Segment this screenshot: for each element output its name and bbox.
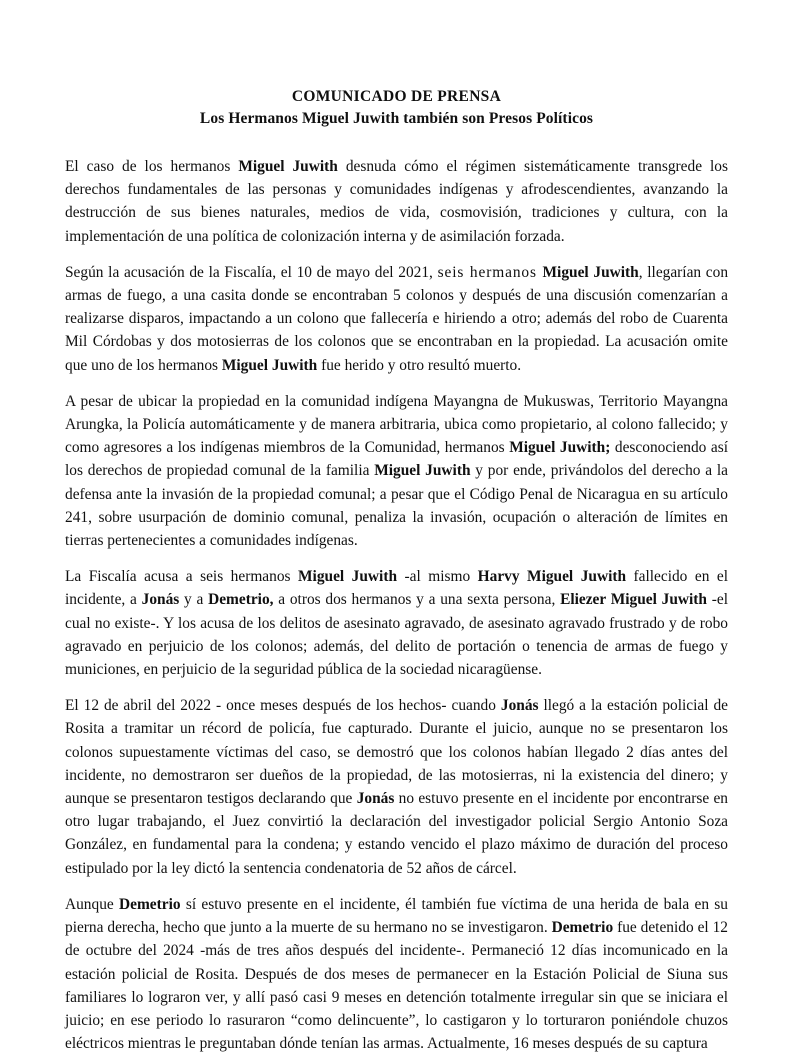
body-text-run: llegó a la estación policial de Rosita a tramitar un récord de policía, fue capturado. Durante el juicio, aunque no se presentaron los colonos supuestamente víctimas del caso, se demostró que los colonos habían llegado 2 días antes del incidente, no demostraron ser dueños de la propiedad, de las motosierras, ni la existencia del dinero; y aunque se presentaron testigos declarando que — [65, 697, 728, 808]
paragraph — [65, 261, 728, 377]
body-text-run: El caso de los hermanos — [65, 158, 239, 175]
title-line-primary: COMUNICADO DE PRENSA — [291, 88, 502, 105]
paragraph — [65, 155, 728, 248]
emphasised-text: Miguel Juwith — [221, 356, 318, 374]
body-text-run: La Fiscalía acusa a seis hermanos — [65, 568, 299, 586]
emphasised-text: Eliezer Miguel Juwith — [560, 591, 707, 609]
body-text-run: -el cual no existe-. Y los acusa de los delitos de asesinato agravado, de asesinato agravado frustrado y de robo agravado en perjuicio de los colonos; además, del delito de portación o tenencia de armas de fuego y municiones, en perjuicio de la seguridad pública de la sociedad nicaragüense. — [65, 591, 728, 679]
body-text-run: y a — [179, 591, 209, 609]
emphasised-text: Jonás — [356, 790, 395, 808]
body-text-run: sí estuvo presente en el incidente, él también fue víctima de una herida de bala en su pierna derecha, hecho que junto a la muerte de su hermano no se investigaron. — [65, 895, 728, 937]
emphasised-text: Miguel Juwith — [374, 462, 471, 480]
emphasised-text: Jonás — [141, 591, 180, 609]
emphasised-text: Miguel Juwith — [542, 263, 639, 281]
emphasised-text: Demetrio, — [208, 591, 274, 609]
document-content — [65, 86, 728, 1055]
paragraph — [65, 694, 728, 880]
emphasised-text: Harvy Miguel Juwith — [477, 568, 627, 586]
document-body — [65, 155, 728, 1055]
body-text-run: seis hermanos — [437, 263, 543, 281]
emphasised-text: Miguel Juwith; — [509, 439, 611, 457]
body-text-run: desnuda cómo el régimen sistemáticamente transgrede los derechos fundamentales de las personas y comunidades indígenas y afrodescendientes, avanzando la destrucción de sus bienes naturales, medios de vida, cosmovisión, tradiciones y cultura, con la implementación de una política de colonización interna y de asimilación forzada. — [65, 158, 728, 245]
paragraph — [65, 565, 728, 681]
emphasised-text: Demetrio — [551, 919, 614, 937]
paragraph — [65, 893, 728, 1055]
body-text-run: fue herido y otro resultó muerto. — [317, 356, 522, 374]
body-text-run: fallecido en el incidente, a — [65, 568, 729, 609]
emphasised-text: Miguel Juwith — [298, 568, 398, 586]
body-text-run: , llegarían con armas de fuego, a una casita donde se encontraban 5 colonos y después de una discusión comenzarían a realizarse disparos, impactando a un colono que fallecería e hiriendo a otro; además del robo de Cuarenta Mil Córdobas y dos motosierras de los colonos que se encontraban en la propiedad. La acusación omite que uno de los hermanos — [65, 263, 729, 374]
body-text-run: Según la acusación de la Fiscalía, el 10 de mayo del 2021, — [65, 263, 438, 281]
body-text-run: -al mismo — [397, 568, 478, 586]
emphasised-text: Demetrio — [119, 895, 181, 913]
emphasised-text: Jonás — [500, 697, 539, 715]
body-text-run: fue detenido el 12 de octubre del 2024 -más de tres años después del incidente-. Permaneció 12 días incomunicado en la estación policial de Rosita. Después de dos meses de permanecer en la Estación Policial de Siuna sus familiares lo lograron ver, y allí pasó casi 9 meses en detención totalmente irregular sin que se iniciara el juicio; en ese periodo lo rasuraron “como delincuente”, lo castigaron y lo torturaron poniéndole chuzos eléctricos mientras le preguntaban dónde tenían las armas. Actualmente, 16 meses después de su captura — [65, 919, 728, 1053]
page-title — [65, 86, 728, 129]
body-text-run: El 12 de abril del 2022 - once meses después de los hechos- cuando — [65, 697, 501, 715]
body-text-run: a otros dos hermanos y a una sexta persona, — [273, 591, 561, 609]
body-text-run: no estuvo presente en el incidente por encontrarse en otro lugar trabajando, el Juez convirtió la declaración del investigador policial Sergio Antonio Soza González, en fundamental para la condena; y estando vencido el plazo máximo de duración del proceso estipulado por la ley dictó la sentencia condenatoria de 52 años de cárcel. — [65, 790, 728, 877]
emphasised-text: Miguel Juwith — [238, 158, 338, 175]
body-text-run: y por ende, privándolos del derecho a la defensa ante la invasión de la propiedad comunal; a pesar que el Código Penal de Nicaragua en su artículo 241, sobre usurpación de dominio comunal, penaliza la invasión, ocupación o alteración de límites en tierras pertenecientes a comunidades indígenas. — [65, 462, 729, 550]
title-line-secondary: Los Hermanos Miguel Juwith también son Presos Políticos — [199, 110, 594, 127]
body-text-run: Aunque — [65, 895, 120, 913]
paragraph — [65, 390, 728, 552]
body-text-run: A pesar de ubicar la propiedad en la comunidad indígena Mayangna de Mukuswas, Territorio Mayangna Arungka, la Policía automáticamente y de manera arbitraria, ubica como propietario, al colono fallecido; y como agresores a los indígenas miembros de la Comunidad, hermanos — [65, 392, 728, 457]
body-text-run: desconociendo así los derechos de propiedad comunal de la familia — [65, 439, 728, 480]
